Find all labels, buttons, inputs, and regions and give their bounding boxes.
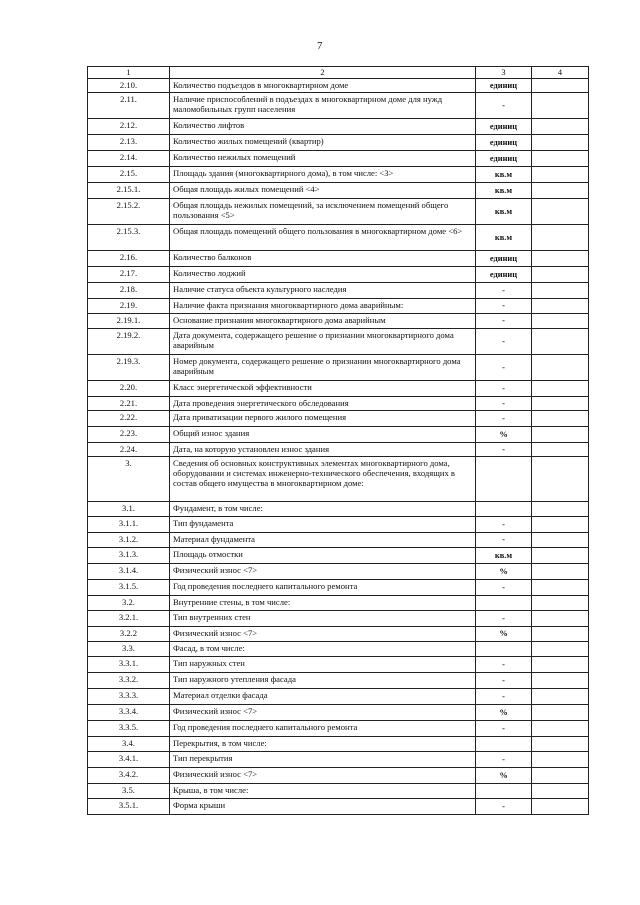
row-number-cell: 2.10. — [88, 79, 170, 93]
row-description-cell: Количество лоджий — [170, 267, 476, 283]
row-unit-cell: единиц — [476, 119, 532, 135]
table-row — [88, 119, 589, 135]
row-unit-cell: кв.м — [476, 548, 532, 564]
row-unit-cell — [476, 457, 532, 502]
row-value-cell — [532, 564, 589, 580]
row-number-cell: 3. — [88, 457, 170, 502]
table-row — [88, 267, 589, 283]
row-value-cell — [532, 611, 589, 627]
row-description-cell: Материал отделки фасада — [170, 689, 476, 705]
row-description-cell: Дата, на которую установлен износ здания — [170, 443, 476, 457]
row-value-cell — [532, 596, 589, 611]
row-number-cell: 2.19.3. — [88, 355, 170, 381]
table-row — [88, 657, 589, 673]
table-row — [88, 627, 589, 642]
row-description-cell: Сведения об основных конструктивных элементах многоквартирного дома, оборудовании и системах инженерно-технического обеспечения, входящих в состав общего имущества в многоквартирном доме: — [170, 457, 476, 502]
row-value-cell — [532, 533, 589, 548]
row-description-cell: Год проведения последнего капитального ремонта — [170, 721, 476, 737]
table-row — [88, 752, 589, 768]
row-value-cell — [532, 689, 589, 705]
row-value-cell — [532, 427, 589, 443]
row-value-cell — [532, 411, 589, 427]
table-row — [88, 737, 589, 752]
table-row — [88, 799, 589, 815]
page-number: 7 — [317, 40, 323, 52]
row-value-cell — [532, 627, 589, 642]
row-number-cell: 3.1.4. — [88, 564, 170, 580]
row-value-cell — [532, 199, 589, 225]
row-number-cell: 3.1.2. — [88, 533, 170, 548]
row-number-cell: 3.3.3. — [88, 689, 170, 705]
row-unit-cell: - — [476, 299, 532, 314]
row-value-cell — [532, 329, 589, 355]
row-unit-cell: - — [476, 381, 532, 397]
row-value-cell — [532, 167, 589, 183]
row-value-cell — [532, 225, 589, 251]
row-unit-cell: единиц — [476, 135, 532, 151]
row-number-cell: 3.4.2. — [88, 768, 170, 784]
table-row — [88, 564, 589, 580]
row-description-cell: Дата документа, содержащего решение о признании многоквартирного дома аварийным — [170, 329, 476, 355]
row-unit-cell — [476, 642, 532, 657]
row-description-cell: Наличие статуса объекта культурного наследия — [170, 283, 476, 299]
table-row — [88, 427, 589, 443]
row-description-cell: Форма крыши — [170, 799, 476, 815]
table-row — [88, 151, 589, 167]
row-unit-cell: - — [476, 355, 532, 381]
row-number-cell: 3.1.5. — [88, 580, 170, 596]
row-description-cell: Фасад, в том числе: — [170, 642, 476, 657]
row-description-cell: Площадь здания (многоквартирного дома), в том числе: <3> — [170, 167, 476, 183]
row-description-cell: Количество лифтов — [170, 119, 476, 135]
row-unit-cell: - — [476, 799, 532, 815]
row-value-cell — [532, 443, 589, 457]
table-row — [88, 329, 589, 355]
column-header-unit: 3 — [476, 67, 532, 79]
row-unit-cell: единиц — [476, 251, 532, 267]
row-unit-cell — [476, 502, 532, 517]
row-description-cell: Основание признания многоквартирного дома аварийным — [170, 314, 476, 329]
row-unit-cell: - — [476, 533, 532, 548]
row-number-cell: 2.12. — [88, 119, 170, 135]
row-description-cell: Площадь отмостки — [170, 548, 476, 564]
row-unit-cell: - — [476, 283, 532, 299]
row-unit-cell: % — [476, 427, 532, 443]
row-number-cell: 3.3. — [88, 642, 170, 657]
row-description-cell: Крыша, в том числе: — [170, 784, 476, 799]
row-description-cell: Год проведения последнего капитального ремонта — [170, 580, 476, 596]
row-unit-cell: - — [476, 752, 532, 768]
row-unit-cell: единиц — [476, 151, 532, 167]
row-description-cell: Физический износ <7> — [170, 705, 476, 721]
row-number-cell: 3.5.1. — [88, 799, 170, 815]
row-description-cell: Дата проведения энергетического обследования — [170, 397, 476, 411]
row-description-cell: Тип наружного утепления фасада — [170, 673, 476, 689]
table-row — [88, 548, 589, 564]
row-value-cell — [532, 502, 589, 517]
column-header-description: 2 — [170, 67, 476, 79]
row-unit-cell: - — [476, 93, 532, 119]
table-row — [88, 443, 589, 457]
column-header-value: 4 — [532, 67, 589, 79]
row-value-cell — [532, 119, 589, 135]
row-unit-cell: % — [476, 627, 532, 642]
table-row — [88, 768, 589, 784]
row-value-cell — [532, 251, 589, 267]
row-value-cell — [532, 267, 589, 283]
row-number-cell: 2.13. — [88, 135, 170, 151]
row-description-cell: Дата приватизации первого жилого помещения — [170, 411, 476, 427]
table-row — [88, 580, 589, 596]
row-description-cell: Наличие приспособлений в подъездах в многоквартирном доме для нужд маломобильных групп населения — [170, 93, 476, 119]
table-row — [88, 411, 589, 427]
row-description-cell: Количество нежилых помещений — [170, 151, 476, 167]
row-unit-cell: - — [476, 580, 532, 596]
table-row — [88, 397, 589, 411]
row-number-cell: 2.19.1. — [88, 314, 170, 329]
row-unit-cell: % — [476, 705, 532, 721]
row-unit-cell: - — [476, 443, 532, 457]
row-unit-cell: кв.м — [476, 199, 532, 225]
row-value-cell — [532, 737, 589, 752]
row-description-cell: Физический износ <7> — [170, 564, 476, 580]
data-table — [87, 66, 589, 815]
row-number-cell: 2.17. — [88, 267, 170, 283]
row-unit-cell — [476, 596, 532, 611]
row-number-cell: 2.19.2. — [88, 329, 170, 355]
row-number-cell: 3.5. — [88, 784, 170, 799]
table-row — [88, 251, 589, 267]
row-description-cell: Количество жилых помещений (квартир) — [170, 135, 476, 151]
table-row — [88, 283, 589, 299]
row-value-cell — [532, 355, 589, 381]
row-unit-cell — [476, 737, 532, 752]
row-number-cell: 2.18. — [88, 283, 170, 299]
row-value-cell — [532, 151, 589, 167]
row-description-cell: Тип фундамента — [170, 517, 476, 533]
row-description-cell: Тип внутренних стен — [170, 611, 476, 627]
row-value-cell — [532, 657, 589, 673]
row-description-cell: Количество балконов — [170, 251, 476, 267]
table-row — [88, 611, 589, 627]
row-number-cell: 2.15.3. — [88, 225, 170, 251]
row-unit-cell: % — [476, 768, 532, 784]
table-row — [88, 502, 589, 517]
row-number-cell: 2.15.1. — [88, 183, 170, 199]
table-row — [88, 167, 589, 183]
row-unit-cell: - — [476, 657, 532, 673]
row-unit-cell: % — [476, 564, 532, 580]
row-number-cell: 3.3.2. — [88, 673, 170, 689]
row-number-cell: 3.2.2 — [88, 627, 170, 642]
row-description-cell: Класс энергетической эффективности — [170, 381, 476, 397]
row-number-cell: 3.1.3. — [88, 548, 170, 564]
table-row — [88, 705, 589, 721]
row-unit-cell: - — [476, 329, 532, 355]
table-row — [88, 642, 589, 657]
row-number-cell: 2.14. — [88, 151, 170, 167]
row-number-cell: 2.20. — [88, 381, 170, 397]
row-number-cell: 2.21. — [88, 397, 170, 411]
row-unit-cell: кв.м — [476, 183, 532, 199]
table-row — [88, 225, 589, 251]
table-row — [88, 93, 589, 119]
row-unit-cell: - — [476, 721, 532, 737]
table-row — [88, 355, 589, 381]
table-row — [88, 784, 589, 799]
table-row — [88, 199, 589, 225]
table-row — [88, 299, 589, 314]
row-number-cell: 2.23. — [88, 427, 170, 443]
row-number-cell: 2.11. — [88, 93, 170, 119]
row-description-cell: Количество подъездов в многоквартирном доме — [170, 79, 476, 93]
row-number-cell: 2.15. — [88, 167, 170, 183]
row-number-cell: 3.4.1. — [88, 752, 170, 768]
row-unit-cell: - — [476, 411, 532, 427]
table-row — [88, 517, 589, 533]
table-row — [88, 79, 589, 93]
row-value-cell — [532, 784, 589, 799]
row-description-cell: Тип наружных стен — [170, 657, 476, 673]
row-number-cell: 3.3.4. — [88, 705, 170, 721]
row-value-cell — [532, 79, 589, 93]
row-unit-cell: единиц — [476, 79, 532, 93]
row-value-cell — [532, 135, 589, 151]
row-number-cell: 2.24. — [88, 443, 170, 457]
row-number-cell: 2.15.2. — [88, 199, 170, 225]
row-number-cell: 3.3.5. — [88, 721, 170, 737]
row-unit-cell: - — [476, 689, 532, 705]
row-description-cell: Физический износ <7> — [170, 627, 476, 642]
row-number-cell: 3.2. — [88, 596, 170, 611]
column-header-number: 1 — [88, 67, 170, 79]
row-number-cell: 3.3.1. — [88, 657, 170, 673]
row-value-cell — [532, 183, 589, 199]
table-row — [88, 673, 589, 689]
table-row — [88, 135, 589, 151]
row-value-cell — [532, 752, 589, 768]
row-value-cell — [532, 721, 589, 737]
row-unit-cell: - — [476, 611, 532, 627]
row-description-cell: Общая площадь помещений общего пользования в многоквартирном доме <6> — [170, 225, 476, 251]
table-row — [88, 183, 589, 199]
row-value-cell — [532, 673, 589, 689]
row-unit-cell: кв.м — [476, 225, 532, 251]
row-value-cell — [532, 548, 589, 564]
row-unit-cell: единиц — [476, 267, 532, 283]
row-unit-cell: - — [476, 673, 532, 689]
row-number-cell: 3.2.1. — [88, 611, 170, 627]
row-unit-cell — [476, 784, 532, 799]
row-number-cell: 2.22. — [88, 411, 170, 427]
row-description-cell: Физический износ <7> — [170, 768, 476, 784]
table-row — [88, 314, 589, 329]
row-number-cell: 3.1.1. — [88, 517, 170, 533]
row-number-cell: 3.4. — [88, 737, 170, 752]
row-value-cell — [532, 517, 589, 533]
row-value-cell — [532, 768, 589, 784]
row-value-cell — [532, 799, 589, 815]
row-value-cell — [532, 93, 589, 119]
row-value-cell — [532, 381, 589, 397]
row-value-cell — [532, 283, 589, 299]
row-number-cell: 2.16. — [88, 251, 170, 267]
row-number-cell: 3.1. — [88, 502, 170, 517]
row-description-cell: Общая площадь жилых помещений <4> — [170, 183, 476, 199]
table-row — [88, 689, 589, 705]
row-unit-cell: - — [476, 397, 532, 411]
row-value-cell — [532, 457, 589, 502]
row-description-cell: Перекрытия, в том числе: — [170, 737, 476, 752]
row-description-cell: Фундамент, в том числе: — [170, 502, 476, 517]
row-unit-cell: кв.м — [476, 167, 532, 183]
row-value-cell — [532, 705, 589, 721]
row-description-cell: Материал фундамента — [170, 533, 476, 548]
table-row — [88, 457, 589, 502]
row-unit-cell: - — [476, 314, 532, 329]
row-description-cell: Тип перекрытия — [170, 752, 476, 768]
table-header-row — [88, 67, 589, 79]
table-row — [88, 533, 589, 548]
table-row — [88, 721, 589, 737]
row-value-cell — [532, 397, 589, 411]
table-row — [88, 381, 589, 397]
row-value-cell — [532, 299, 589, 314]
row-description-cell: Общий износ здания — [170, 427, 476, 443]
row-description-cell: Внутренние стены, в том числе: — [170, 596, 476, 611]
row-value-cell — [532, 580, 589, 596]
row-value-cell — [532, 642, 589, 657]
row-description-cell: Общая площадь нежилых помещений, за исключением помещений общего пользования <5> — [170, 199, 476, 225]
row-value-cell — [532, 314, 589, 329]
row-description-cell: Наличие факта признания многоквартирного дома аварийным: — [170, 299, 476, 314]
row-unit-cell: - — [476, 517, 532, 533]
table-row — [88, 596, 589, 611]
row-number-cell: 2.19. — [88, 299, 170, 314]
row-description-cell: Номер документа, содержащего решение о признании многоквартирного дома аварийным — [170, 355, 476, 381]
